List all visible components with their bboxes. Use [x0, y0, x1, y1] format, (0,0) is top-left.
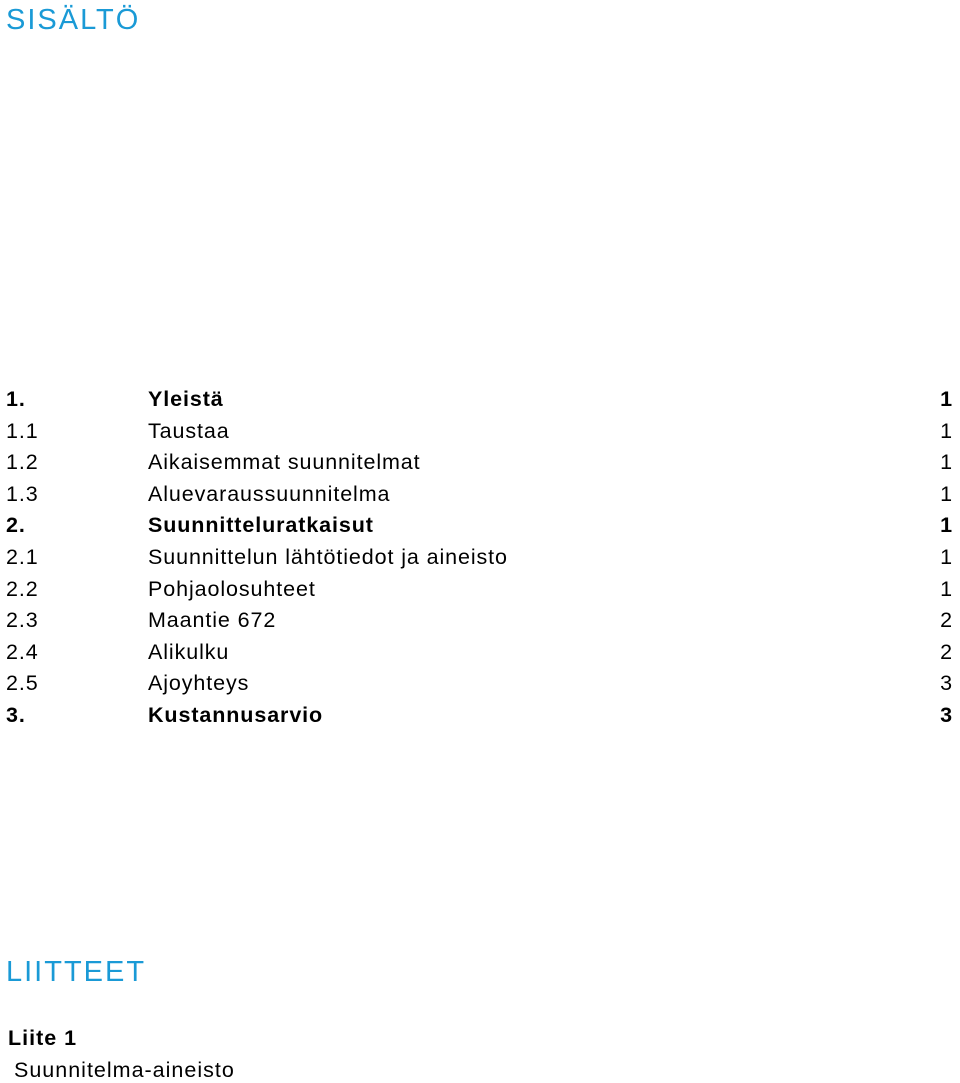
toc-entry-number: 2.1: [6, 544, 39, 569]
toc-entry-page: 1: [940, 544, 953, 569]
toc-entry-number: 2.2: [6, 576, 39, 601]
toc-entry-number: 2.: [6, 513, 26, 538]
toc-entry-number: 2.3: [6, 608, 39, 633]
toc-entry-page: 2: [940, 608, 953, 633]
toc-entry-number: 1.1: [6, 418, 39, 443]
appendix-label: Liite 1: [8, 1026, 78, 1050]
toc-entry-number: 1.2: [6, 450, 39, 475]
toc-entry-page: 1: [940, 387, 953, 411]
toc-entry-title: Pohjaolosuhteet: [148, 576, 316, 601]
toc-entry-number: 3.: [6, 702, 26, 727]
toc-entry-title: Aikaisemmat suunnitelmat: [148, 450, 421, 475]
toc-entry-title: Aluevaraussuunnitelma: [148, 481, 391, 506]
toc-entry: [0, 447, 960, 479]
toc-entry-page: 1: [940, 513, 953, 538]
toc-entry: [0, 479, 960, 511]
toc-entry-number: 2.4: [6, 639, 39, 664]
toc-entry: [0, 542, 960, 574]
toc-entry-title: Maantie 672: [148, 608, 277, 633]
toc-entry-number: 2.5: [6, 671, 39, 696]
toc-entry: [0, 510, 960, 542]
toc-entry: [0, 605, 960, 637]
toc-entry: [0, 384, 960, 416]
toc-entry-title: Suunnitteluratkaisut: [148, 513, 374, 538]
table-of-contents: [0, 384, 960, 732]
toc-entry-page: 2: [940, 639, 953, 664]
toc-entry-title: Yleistä: [148, 387, 224, 411]
toc-entry-title: Suunnittelun lähtötiedot ja aineisto: [148, 544, 508, 569]
toc-entry: [0, 700, 960, 732]
toc-entry: [0, 416, 960, 448]
toc-entry-page: 3: [940, 671, 953, 696]
toc-entry: [0, 637, 960, 669]
toc-entry-number: 1.: [6, 387, 26, 411]
toc-entry-number: 1.3: [6, 481, 39, 506]
toc-entry-title: Kustannusarvio: [148, 702, 324, 727]
toc-heading: SISÄLTÖ: [6, 4, 141, 36]
toc-entry-page: 1: [940, 450, 953, 475]
toc-entry-page: 1: [940, 418, 953, 443]
toc-entry-page: 1: [940, 576, 953, 601]
toc-entry-title: Ajoyhteys: [148, 671, 250, 696]
appendix-heading: LIITTEET: [6, 956, 147, 988]
toc-entry: [0, 668, 960, 700]
toc-entry-title: Taustaa: [148, 418, 230, 443]
toc-entry: [0, 574, 960, 606]
toc-entry-page: 3: [940, 702, 953, 727]
toc-entry-page: 1: [940, 481, 953, 506]
appendix-description: Suunnitelma-aineisto: [14, 1058, 235, 1082]
toc-entry-title: Alikulku: [148, 639, 230, 664]
